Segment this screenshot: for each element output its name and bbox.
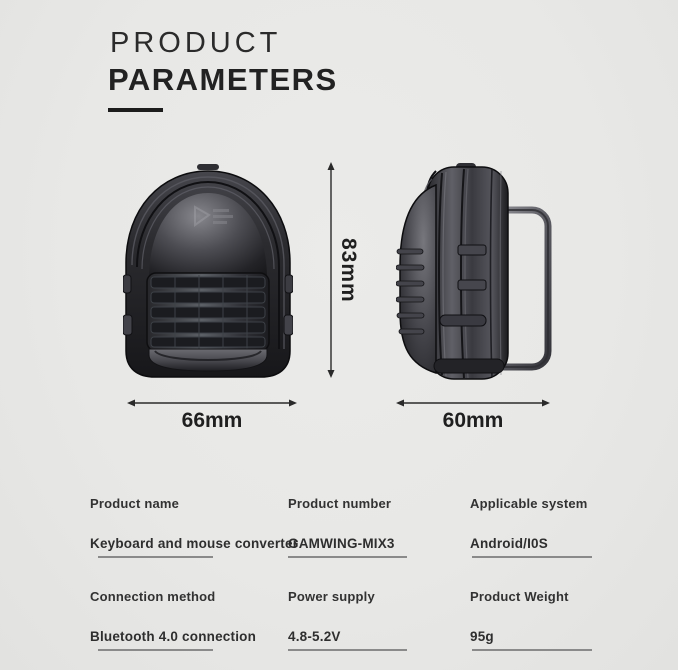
spec-cell-product-weight [470,589,660,644]
side-view-device-image [396,163,556,381]
spec-value: Keyboard and mouse converter [90,536,299,551]
spec-underline [98,556,213,558]
spec-label: Product Weight [470,589,569,604]
spec-label: Product number [288,496,392,511]
page-title-line1: PRODUCT [110,27,282,59]
title-underline [108,108,163,112]
spec-value: Bluetooth 4.0 connection [90,629,257,644]
spec-cell-applicable-system [470,496,660,551]
spec-cell-product-number [288,496,478,551]
spec-value: GAMWING-MIX3 [288,536,395,551]
spec-underline [472,556,592,558]
spec-value: Android/I0S [470,536,548,551]
height-dimension-label: 83mm [337,238,360,303]
spec-underline [472,649,592,651]
spec-label: Product name [90,496,180,511]
page-title-line2: PARAMETERS [108,62,338,97]
front-width-dimension-label: 66mm [181,409,243,432]
front-width-dimension-arrow [127,397,297,409]
spec-value: 4.8-5.2V [288,629,341,644]
spec-value: 95g [470,629,494,644]
side-width-dimension-label: 60mm [442,409,504,432]
spec-cell-connection-method [90,589,280,644]
spec-label: Power supply [288,589,375,604]
spec-underline [288,649,407,651]
spec-underline [288,556,407,558]
side-width-dimension-arrow [396,397,550,409]
spec-cell-power-supply [288,589,478,644]
spec-underline [98,649,213,651]
spec-label: Connection method [90,589,216,604]
spec-label: Applicable system [470,496,588,511]
spec-cell-product-name [90,496,299,551]
front-view-device-image [123,163,293,381]
